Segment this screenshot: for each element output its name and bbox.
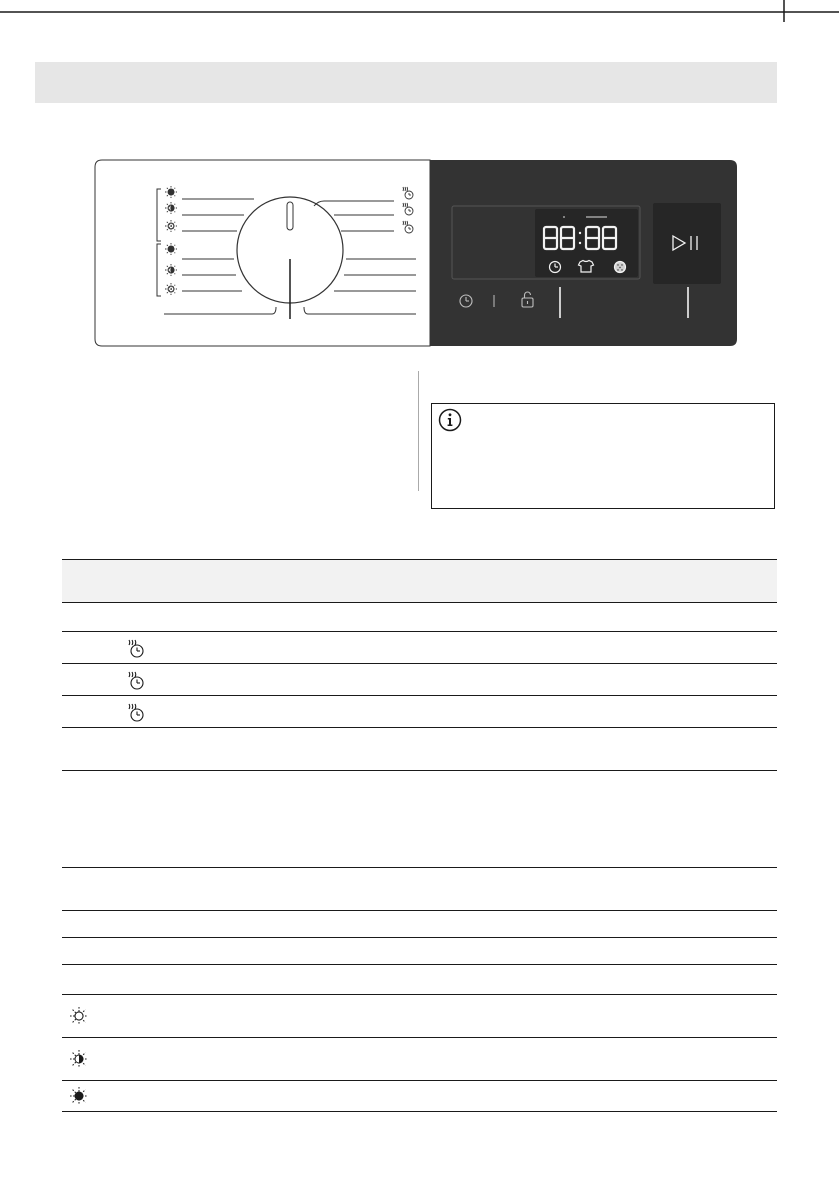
table-row <box>62 1111 777 1112</box>
note-box <box>431 403 775 509</box>
timed-dry-icon <box>124 702 146 724</box>
table-row <box>62 1037 777 1038</box>
table-row <box>62 867 777 868</box>
sun-low-icon <box>69 1006 89 1026</box>
table-row <box>62 695 777 696</box>
sun-high-icon <box>69 1086 89 1106</box>
table-row <box>62 1080 777 1081</box>
table-row <box>62 727 777 728</box>
table-row <box>62 937 777 938</box>
table-row <box>62 910 777 911</box>
section-header-band <box>35 62 777 103</box>
table-row <box>62 964 777 965</box>
table-row <box>62 994 777 995</box>
timed-dry-icon <box>124 670 146 692</box>
info-icon <box>438 408 462 432</box>
sun-medium-icon <box>69 1049 89 1069</box>
table-row <box>62 602 777 603</box>
timed-dry-icon <box>124 638 146 660</box>
table-row <box>62 663 777 664</box>
table-row <box>62 770 777 771</box>
table-row <box>62 631 777 632</box>
control-panel-illustration <box>94 159 738 349</box>
column-divider <box>418 371 419 491</box>
drum-icon <box>615 262 626 273</box>
table-header <box>62 559 777 602</box>
